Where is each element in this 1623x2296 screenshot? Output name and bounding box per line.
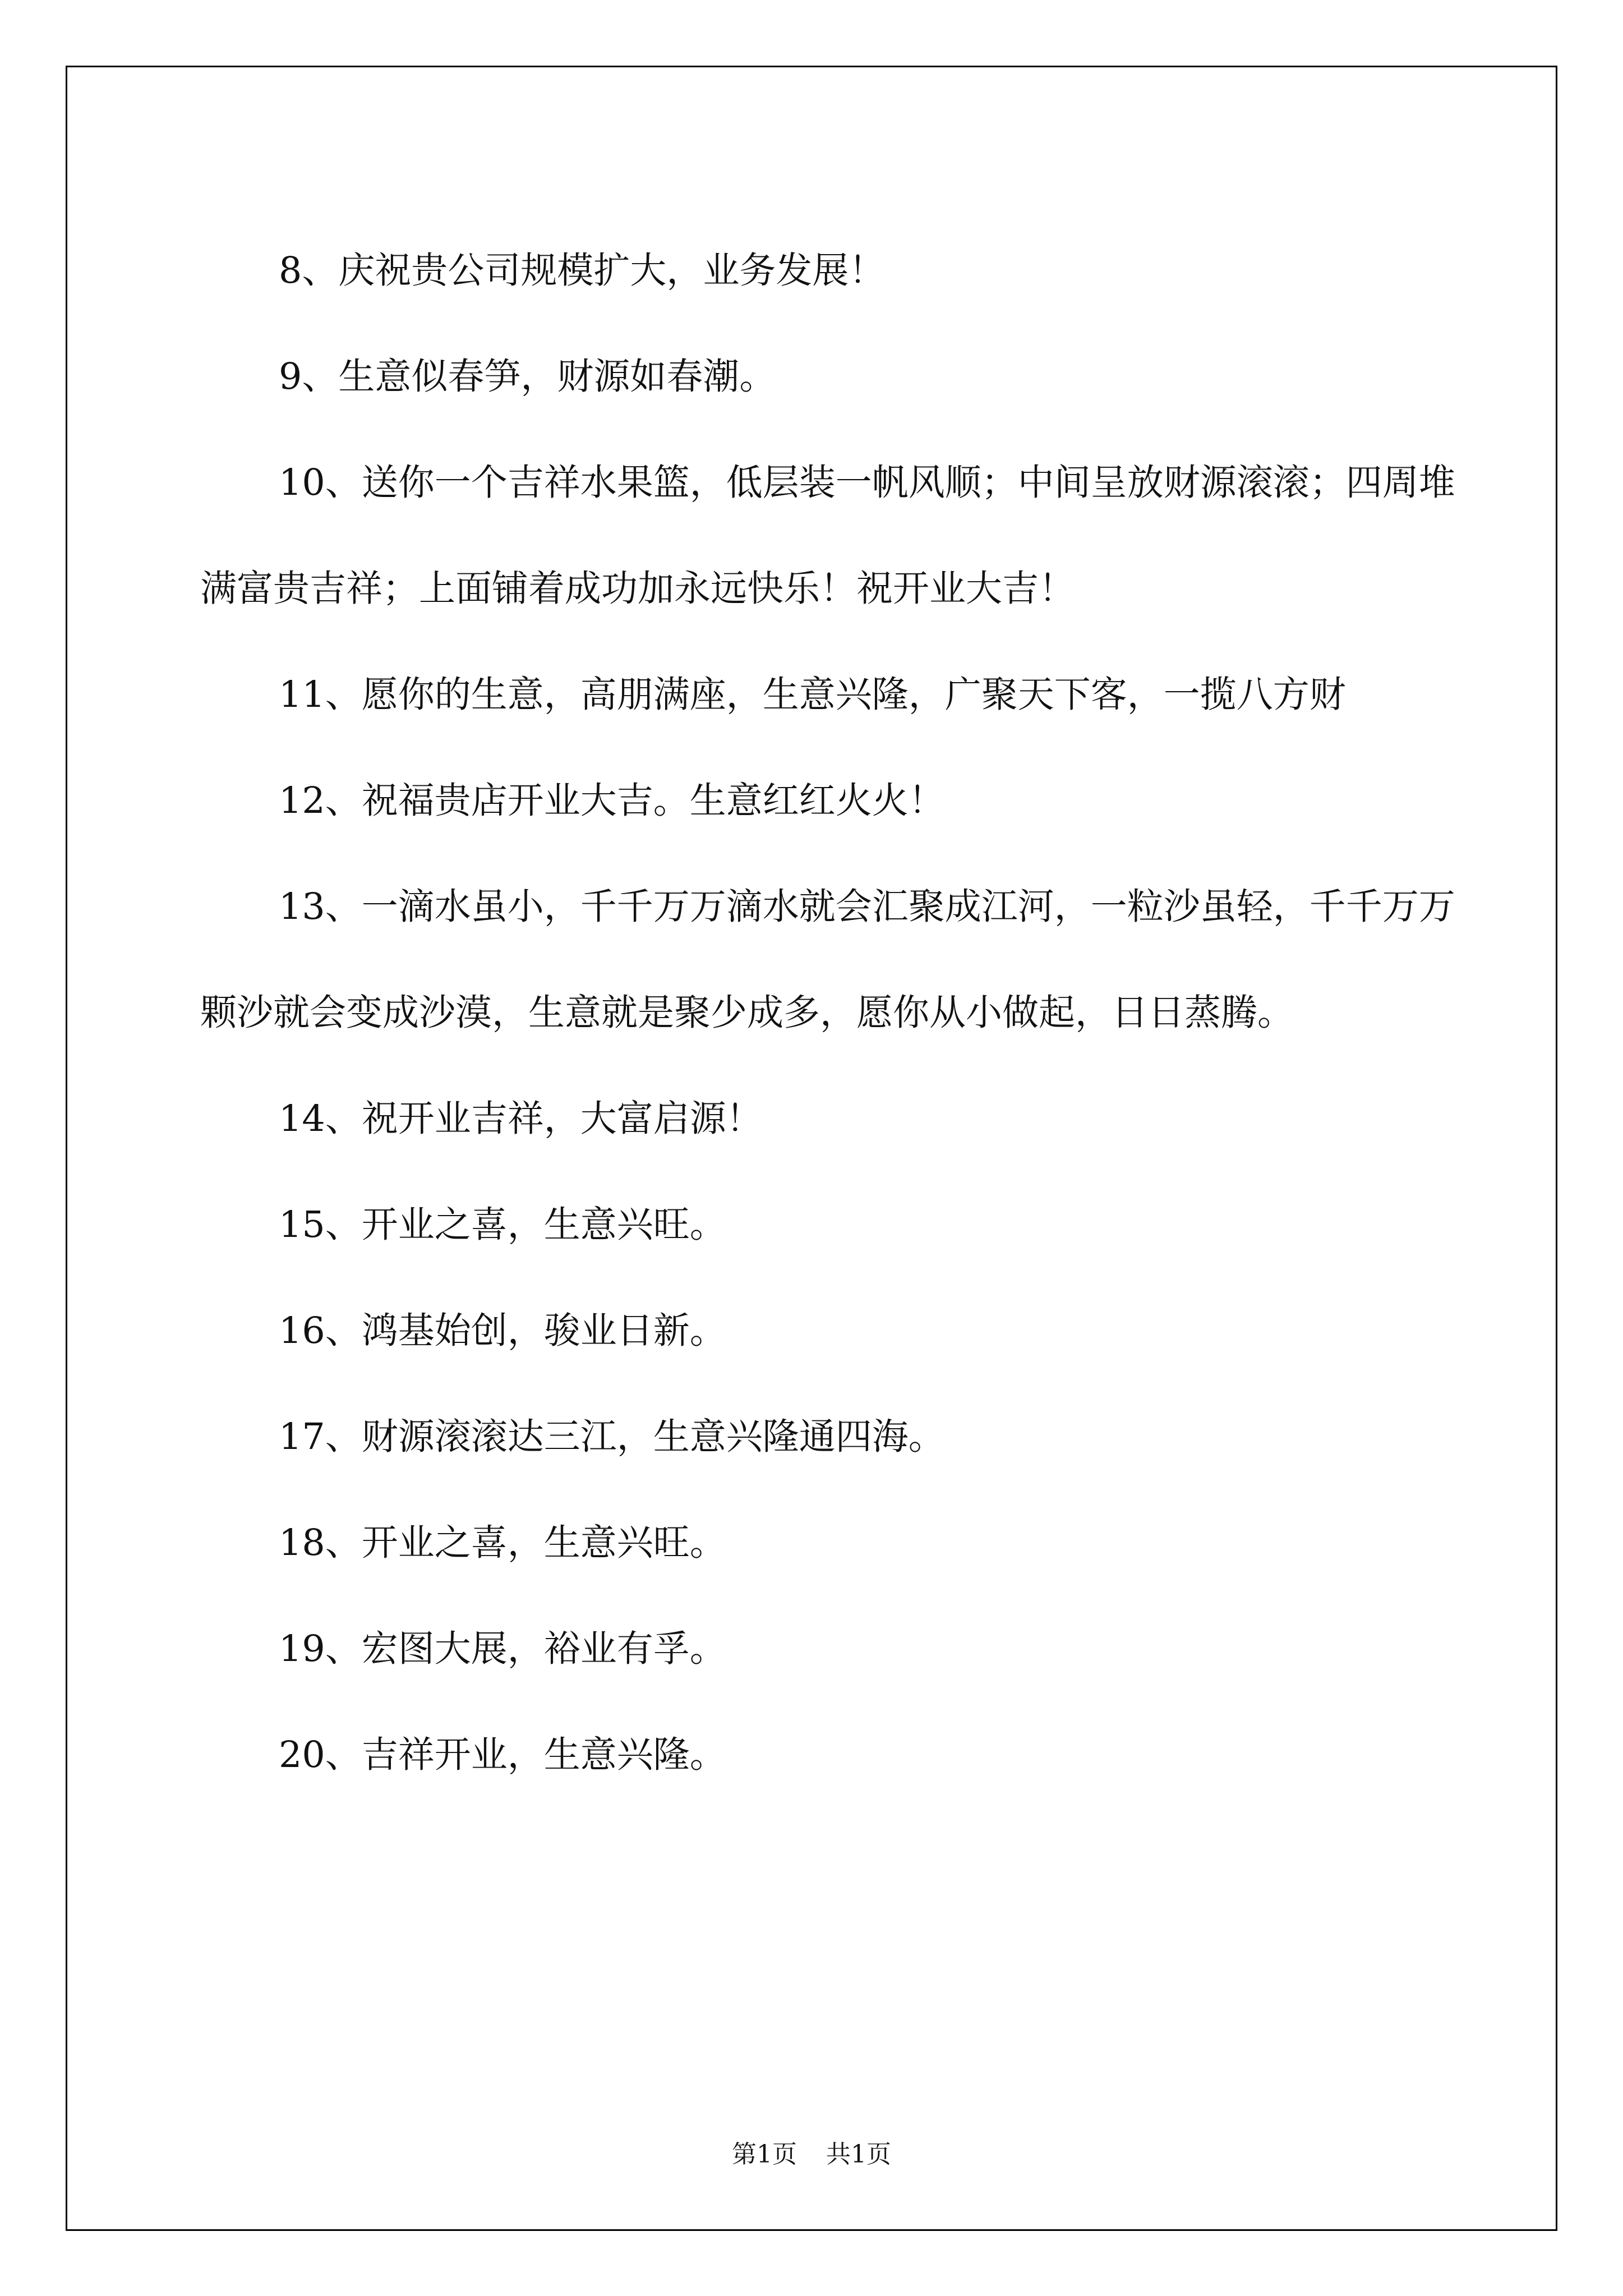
page-number-total: 共1页 [826,2140,891,2169]
paragraph-10: 10、送你一个吉祥水果篮，低层装一帆风顺；中间呈放财源滚滚；四周堆满富贵吉祥；上面铺着成功加永远快乐！祝开业大吉！ [200,462,1455,610]
page-footer [0,2134,1623,2170]
paragraph-9: 9、生意似春笋，财源如春潮。 [279,356,776,398]
page-number-current: 第1页 [732,2140,797,2169]
paragraph-11: 11、愿你的生意，高朋满座，生意兴隆，广聚天下客，一揽八方财 [279,674,1346,716]
paragraph-15: 15、开业之喜，生意兴旺。 [279,1204,726,1246]
paragraph-17: 17、财源滚滚达三江，生意兴隆通四海。 [279,1416,945,1458]
paragraph-14: 14、祝开业吉祥，大富启源！ [279,1098,763,1140]
paragraph-19: 19、宏图大展，裕业有孚。 [279,1628,726,1670]
paragraph-18: 18、开业之喜，生意兴旺。 [279,1522,726,1564]
paragraph-16: 16、鸿基始创，骏业日新。 [279,1310,726,1352]
paragraph-8: 8、庆祝贵公司规模扩大，业务发展！ [279,250,886,292]
paragraph-13: 13、一滴水虽小，千千万万滴水就会汇聚成江河，一粒沙虽轻，千千万万颗沙就会变成沙漠，生意就是聚少成多，愿你从小做起，日日蒸腾。 [200,886,1455,1034]
document-body [200,218,1473,1808]
paragraph-20: 20、吉祥开业，生意兴隆。 [279,1734,726,1776]
paragraph-12: 12、祝福贵店开业大吉。生意红红火火！ [279,780,945,822]
